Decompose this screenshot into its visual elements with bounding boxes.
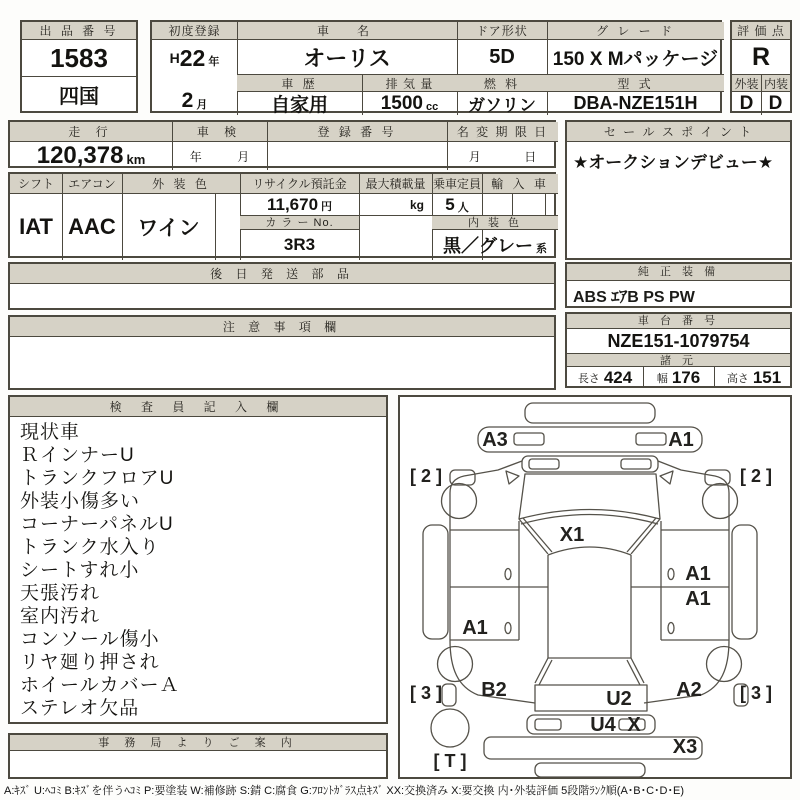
model-value: DBA-NZE151H: [573, 93, 698, 113]
mileage-number: 120,378: [36, 142, 124, 169]
car-damage-diagram: [400, 397, 790, 777]
damage-code-door-right-rear: A1: [685, 588, 711, 610]
lot-box: [20, 20, 138, 113]
tire-depth-front-right: [ 2 ]: [739, 466, 773, 486]
inspection-year-label: 年: [189, 149, 202, 164]
spare-tire-shape: [431, 709, 469, 747]
lot-region: 四国: [59, 85, 99, 108]
inspector-notes: [10, 421, 386, 720]
car-name-header: 車 名: [237, 22, 457, 40]
damage-code-windshield: X1: [559, 524, 585, 546]
mileage-header: 走 行: [10, 122, 172, 142]
inspector-note: コンソール傷小: [20, 629, 160, 650]
inspector-note: シートすれ小: [20, 560, 140, 581]
displacement-value: [362, 92, 457, 115]
tire-rear-right: [707, 647, 742, 682]
first-reg-month: [152, 88, 237, 113]
displacement-unit: cc: [426, 100, 439, 113]
fender-tab-fl: [450, 470, 475, 485]
score-ext-header: 外装: [732, 74, 761, 92]
rear-bumper-lower-shape: [535, 763, 645, 777]
damage-code-hood-right: A1: [668, 429, 694, 451]
fender-right-outline: [658, 461, 729, 530]
grade-value: 150 X Mパッケージ: [552, 48, 719, 70]
spare-tire-mark: [ T ]: [433, 751, 467, 771]
reg-month-unit: 月: [196, 98, 208, 111]
tire-front-right: [703, 484, 738, 519]
reg-no-header: 登 録 番 号: [267, 122, 447, 142]
name-change-day-label: 日: [524, 149, 537, 164]
score-interior: D: [768, 92, 783, 114]
damage-code-trunk-lid: U4: [590, 714, 616, 736]
cowl-vent-right: [621, 459, 651, 469]
fender-left-outline: [450, 461, 522, 530]
caution-header: 注 意 事 項 欄: [10, 317, 554, 337]
car-name: オーリス: [303, 45, 391, 71]
hood-vent-left: [514, 433, 544, 445]
score-box: [730, 20, 792, 113]
grade-header: グ レ ー ド: [547, 22, 724, 40]
reg-year-unit: 年: [208, 56, 220, 68]
displacement-header: 排 気 量: [362, 74, 457, 92]
door-handle: [668, 623, 674, 634]
dim-height-value: 151: [752, 367, 782, 387]
score-exterior: D: [739, 92, 754, 114]
ext-color-value: ワイン: [137, 217, 200, 240]
later-parts-header: 後 日 発 送 部 品: [10, 264, 554, 284]
damage-code-rear-bumper: X3: [672, 736, 698, 758]
later-parts-box: [8, 262, 556, 310]
inspector-note: 室内汚れ: [20, 606, 101, 627]
shift-header: シフト: [10, 174, 62, 194]
office-header: 事 務 局 よ り ご 案 内: [10, 735, 386, 751]
era-label: H: [169, 50, 180, 66]
sales-point-box: [565, 120, 792, 260]
vehicle-box: [150, 20, 722, 116]
name-change-header: 名 変 期 限 日: [447, 122, 558, 142]
tire-front-left: [442, 484, 477, 519]
history-header: 車 歴: [237, 74, 362, 92]
int-color-suffix: 系: [536, 243, 547, 255]
recycle-value: [240, 194, 359, 215]
fuel-header: 燃 料: [457, 74, 547, 92]
office-box: [8, 733, 388, 779]
front-bumper-shape: [525, 403, 655, 423]
lot-header: 出 品 番 号: [22, 22, 136, 40]
dim-height-label: 高さ: [726, 372, 749, 385]
inspector-note: 外装小傷多い: [20, 491, 141, 512]
dim-length-value: 424: [603, 367, 633, 387]
trunk-lid-light-left: [535, 719, 561, 730]
mileage-unit: km: [126, 151, 146, 167]
reg-year: 22: [179, 44, 206, 71]
inspector-header: 検 査 員 記 入 欄: [10, 397, 386, 417]
score-header: 評 価 点: [732, 22, 790, 40]
max-load-value: kg: [409, 197, 424, 212]
fender-tab-rl: [442, 684, 456, 706]
damage-code-trunk-lid-x: X: [627, 714, 641, 736]
recycle-header: リサイクル預託金: [240, 174, 359, 194]
score-int-header: 内装: [761, 74, 790, 92]
mileage-value: [10, 142, 172, 170]
tire-depth-rear-left: [ 3 ]: [409, 683, 443, 703]
tire-rear-left: [438, 647, 473, 682]
cowl-vent-left: [529, 459, 559, 469]
inspector-note: 現状車: [20, 422, 81, 443]
rocker-left: [423, 525, 448, 639]
capacity-header: 乗車定員: [432, 174, 482, 194]
damage-code-hood-left: A3: [482, 429, 508, 451]
caution-box: [8, 315, 556, 390]
chassis-box: [565, 312, 792, 388]
inspector-note: コーナーパネルU: [20, 514, 174, 535]
sales-point-text: ★オークションデビュー★: [573, 153, 774, 172]
inspector-note: 天張汚れ: [20, 583, 101, 604]
inspection-header: 車 検: [172, 122, 267, 142]
mirror-right: [660, 471, 673, 484]
history-value: 自家用: [270, 95, 328, 116]
door-handle: [505, 623, 511, 634]
tire-depth-rear-right: [ 3 ]: [739, 683, 773, 703]
door-header: ドア形状: [457, 22, 547, 40]
equipment-header: 純 正 装 備: [567, 264, 790, 281]
import-value: [482, 194, 558, 215]
displacement-number: 1500: [380, 92, 424, 114]
windshield-shape: [519, 474, 660, 519]
recycle-number: 11,670: [266, 194, 319, 214]
tire-depth-front-left: [ 2 ]: [409, 466, 443, 486]
mirror-left: [506, 471, 519, 484]
equipment-value: ABS ｴｱB PS PW: [573, 289, 695, 306]
inspector-box: [8, 395, 388, 724]
aircon-header: エアコン: [62, 174, 122, 194]
dim-width: [643, 367, 714, 388]
sales-point-header: セ ー ル ス ポ イ ン ト: [567, 122, 790, 142]
damage-code-trunk-floor: U2: [606, 688, 632, 710]
max-load-header: 最大積載量: [359, 174, 432, 194]
first-reg-year: [152, 42, 237, 74]
import-header: 輸 入 車: [482, 174, 558, 194]
color-no-value: 3R3: [283, 235, 316, 254]
shift-value: IAT: [19, 214, 53, 239]
int-color-value: [432, 230, 558, 260]
inspection-value: [172, 142, 267, 170]
dim-length: [567, 367, 643, 388]
dim-width-value: 176: [671, 367, 701, 387]
name-change-value: [447, 142, 558, 170]
roof-front-arc: [548, 547, 631, 555]
damage-code-door-left: A1: [462, 617, 488, 639]
color-no-header: カ ラ ー No.: [240, 215, 359, 230]
dim-length-label: 長さ: [577, 372, 600, 385]
rocker-right: [732, 525, 757, 639]
int-color-text: 黒／グレー: [443, 236, 533, 256]
first-reg-header: 初度登録: [152, 22, 237, 40]
capacity-unit: 人: [457, 201, 469, 214]
door-handle: [505, 569, 511, 580]
inspector-note: ＲインナーU: [20, 445, 135, 466]
aircon-value: AAC: [68, 214, 116, 239]
rear-bumper-shape: [484, 737, 702, 759]
chassis-value: NZE151-1079754: [607, 330, 750, 351]
dim-width-label: 幅: [656, 372, 668, 385]
damage-code-door-right-front: A1: [685, 563, 711, 585]
damage-code-quarter-right: A2: [676, 679, 702, 701]
damage-legend: A:ｷｽﾞ U:ﾍｺﾐ B:ｷｽﾞを伴うﾍｺﾐ P:要塗装 W:補修跡 S:錆 C:腐食 G:ﾌﾛﾝﾄｶﾞﾗｽ点ｷｽﾞ XX:交換済み X:要交換 内･外装評価 5段階ﾗﾝｸ順(A･B･C･D･E): [4, 785, 685, 797]
spec-box: [8, 172, 556, 258]
ext-color-header: 外 装 色: [122, 174, 240, 194]
capacity-number: 5: [445, 194, 455, 214]
dashboard-arc: [521, 515, 658, 525]
inspector-note: トランクフロアU: [20, 468, 175, 489]
name-change-month-label: 月: [468, 149, 481, 164]
status-box: [8, 120, 556, 168]
equipment-box: [565, 262, 792, 308]
capacity-value: [432, 194, 482, 215]
inspector-note: ホイールカバーＡ: [20, 675, 180, 696]
hood-vent-right: [636, 433, 666, 445]
score-overall: R: [751, 42, 771, 71]
reg-no-value: [267, 142, 447, 170]
recycle-unit: 円: [321, 201, 333, 213]
door-handle: [668, 569, 674, 580]
reg-month: 2: [181, 88, 194, 112]
damage-code-quarter-left: B2: [481, 679, 507, 701]
lot-number: 1583: [50, 42, 108, 73]
dim-height: [714, 367, 794, 388]
door-value: 5D: [489, 45, 515, 68]
inspector-note: トランク水入り: [20, 537, 160, 558]
inspector-note: リヤ廻り押され: [20, 652, 160, 673]
fuel-value: ガソリン: [468, 96, 536, 115]
int-color-header: 内 装 色: [432, 215, 558, 230]
damage-diagram-box: [398, 395, 792, 779]
chassis-header: 車 台 番 号: [567, 314, 790, 329]
dimensions-header: 諸 元: [567, 353, 790, 367]
inspection-month-label: 月: [237, 149, 250, 164]
model-header: 型 式: [547, 74, 724, 92]
inspector-note: ステレオ欠品: [20, 698, 140, 719]
